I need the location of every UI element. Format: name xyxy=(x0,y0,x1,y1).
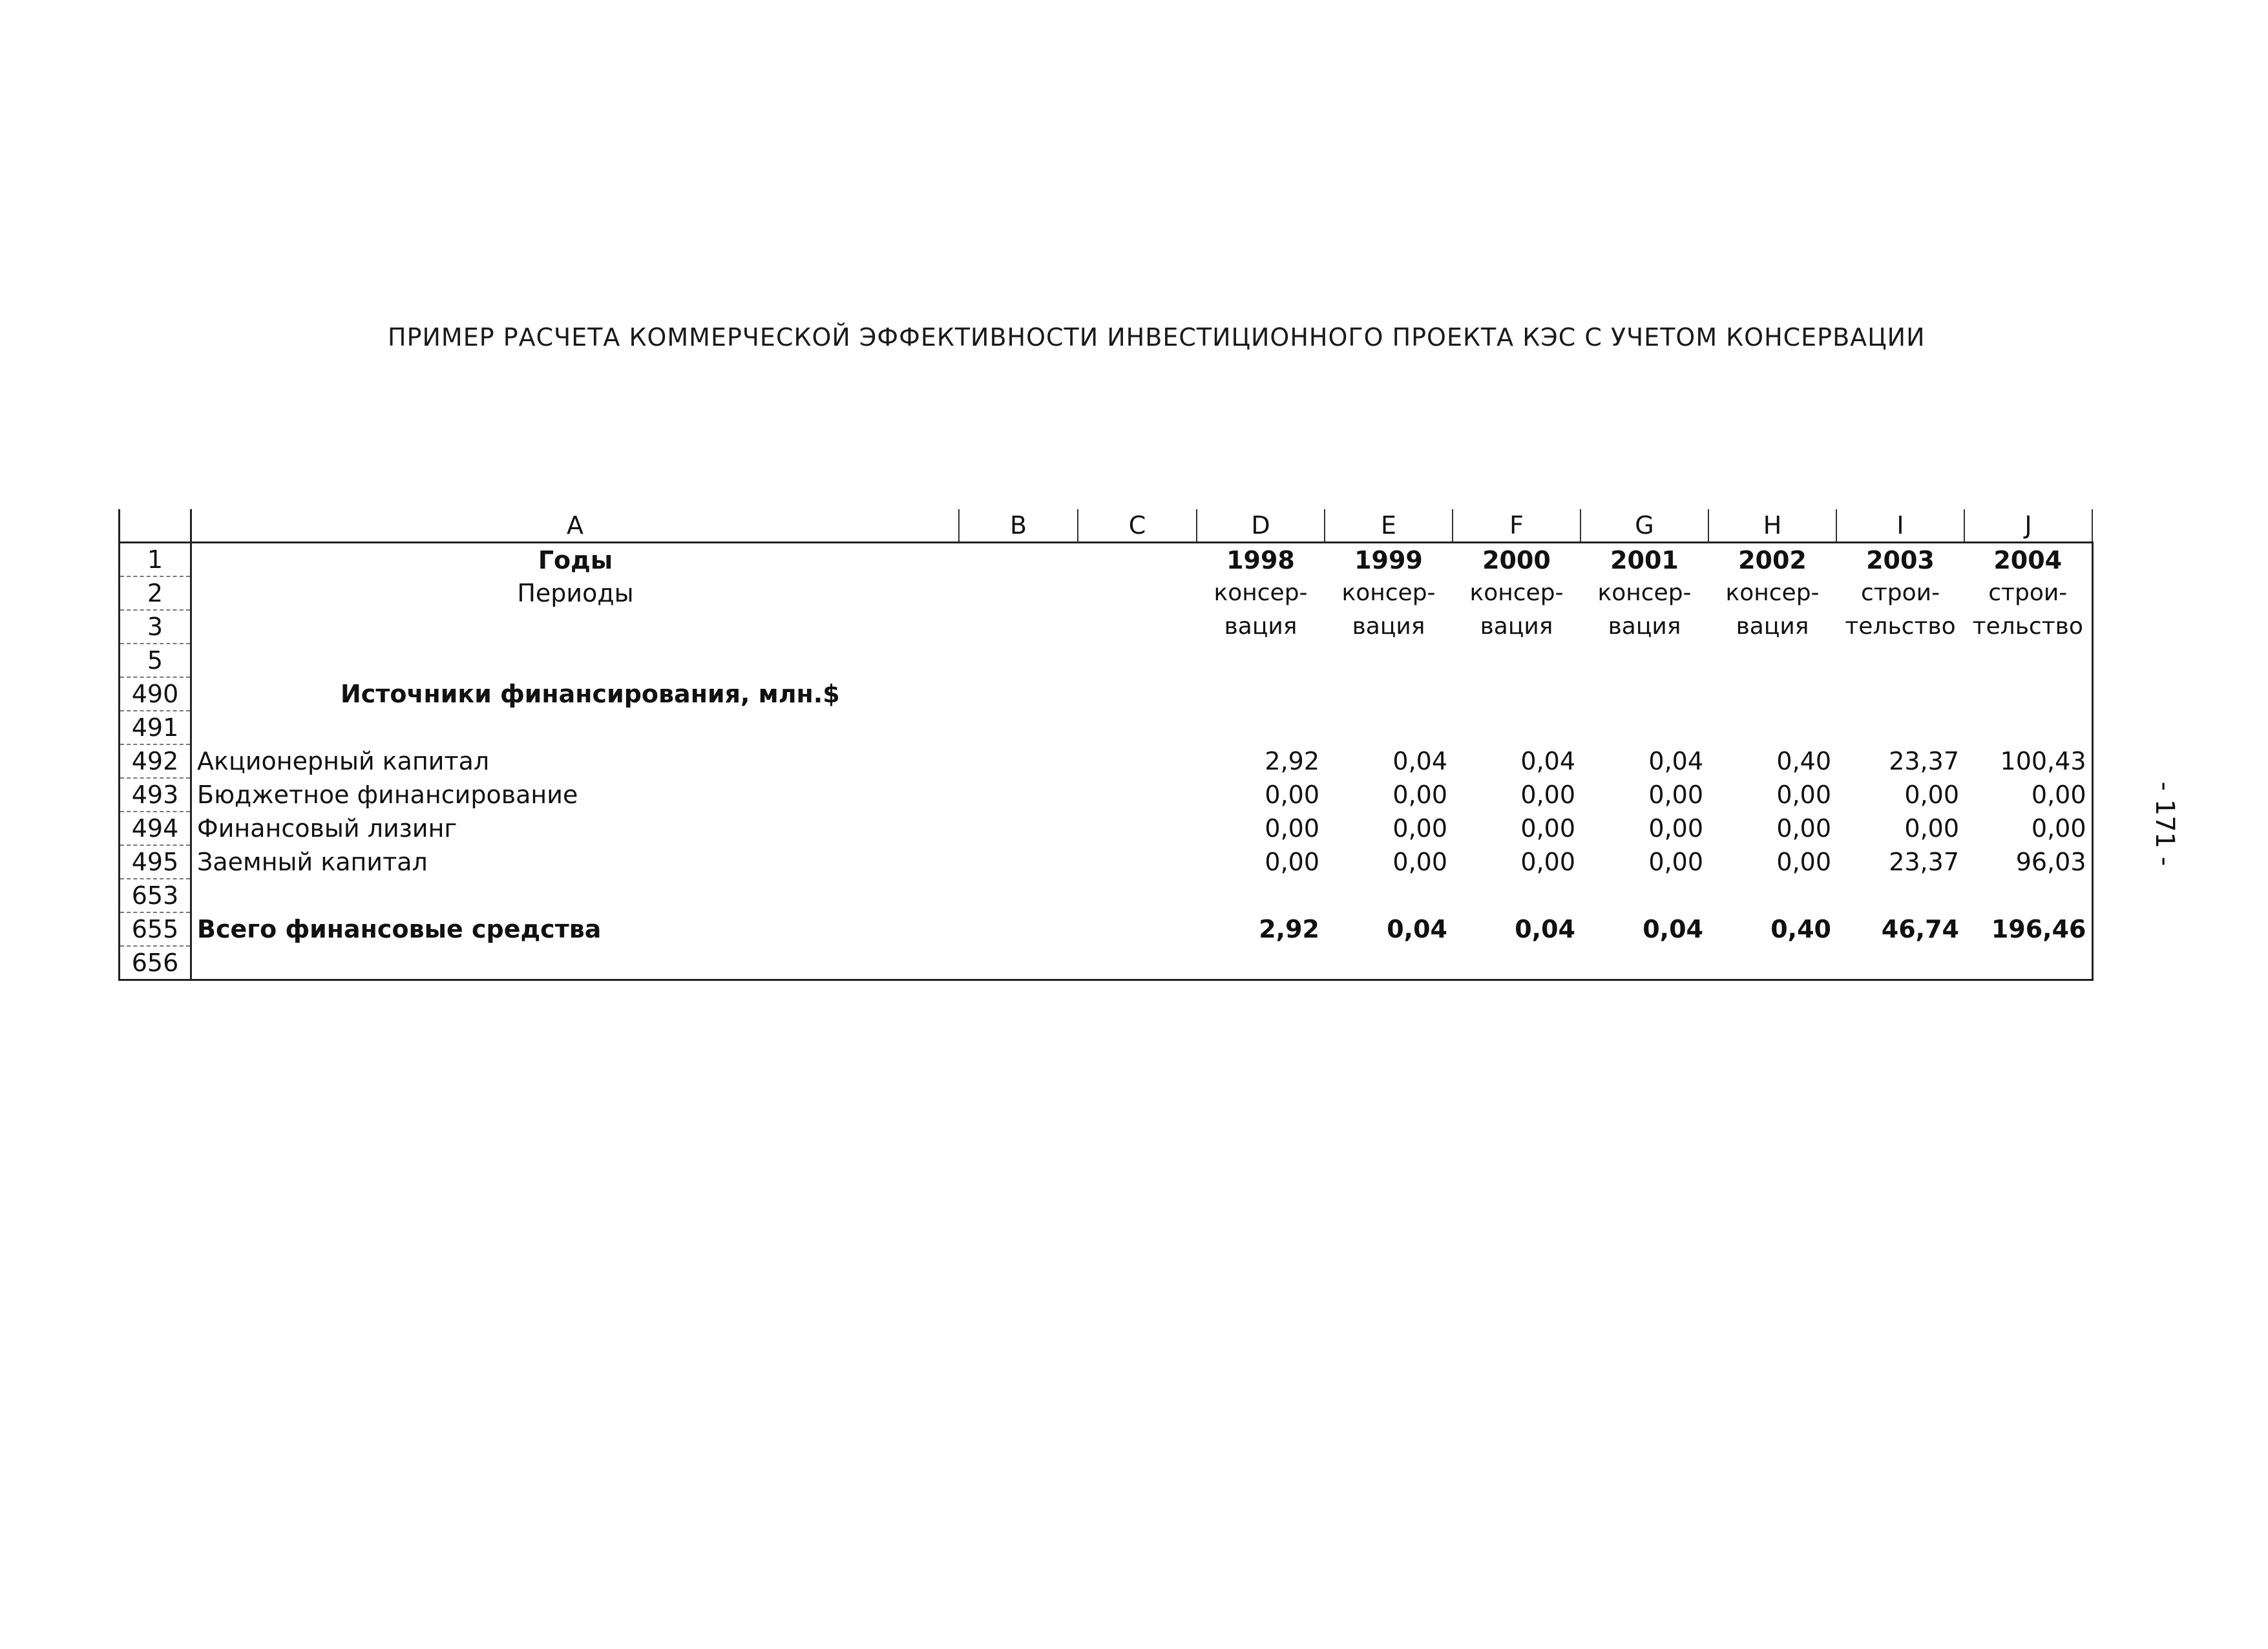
table-row xyxy=(120,644,2093,677)
period-cell: тельство xyxy=(1964,610,2092,644)
page-title: ПРИМЕР РАСЧЕТА КОММЕРЧЕСКОЙ ЭФФЕКТИВНОСТИ ИНВЕСТИЦИОННОГО ПРОЕКТА КЭС С УЧЕТОМ КОНСЕРВАЦИИ xyxy=(388,323,1926,352)
value-cell[interactable]: 0,00 xyxy=(1520,848,1575,876)
year-cell: 2001 xyxy=(1610,545,1679,574)
row-label[interactable]: Заемный капитал xyxy=(197,848,428,876)
total-value-cell[interactable]: 0,04 xyxy=(1387,915,1447,943)
value-cell[interactable]: 0,00 xyxy=(1392,848,1447,876)
row-number[interactable]: 495 xyxy=(120,845,191,879)
value-cell[interactable]: 0,00 xyxy=(1265,848,1319,876)
period-cell: вация xyxy=(1480,613,1553,640)
year-cell: 2004 xyxy=(1964,543,2092,577)
row-number[interactable]: 492 xyxy=(120,744,191,778)
value-cell[interactable]: 23,37 xyxy=(1889,848,1959,876)
row-number[interactable]: 491 xyxy=(120,711,191,744)
value-cell[interactable]: 23,37 xyxy=(1889,747,1959,775)
corner-cell xyxy=(120,509,191,543)
value-cell[interactable]: 0,04 xyxy=(1520,747,1575,775)
periods-label: Периоды xyxy=(517,579,634,607)
year-cell: 2002 xyxy=(1738,545,1807,574)
table-row xyxy=(120,744,2093,778)
value-cell[interactable]: 0,00 xyxy=(1648,814,1703,843)
table-row xyxy=(120,879,2093,912)
table-row xyxy=(120,812,2093,845)
table-row xyxy=(120,778,2093,812)
section-title: Источники финансирования, млн.$ xyxy=(341,680,840,708)
value-cell[interactable]: 0,00 xyxy=(1776,848,1831,876)
year-cell: 1998 xyxy=(1226,545,1295,574)
column-header-e[interactable]: E xyxy=(1325,509,1453,543)
spreadsheet-table xyxy=(118,509,2094,981)
column-header-d[interactable]: D xyxy=(1197,509,1325,543)
row-number[interactable]: 494 xyxy=(120,812,191,845)
row-number[interactable]: 490 xyxy=(120,677,191,711)
total-value-cell[interactable]: 0,04 xyxy=(1515,915,1575,943)
total-value-cell[interactable]: 2,92 xyxy=(1259,915,1319,943)
year-cell: 2003 xyxy=(1866,545,1935,574)
value-cell[interactable]: 96,03 xyxy=(1964,845,2092,879)
value-cell[interactable]: 0,04 xyxy=(1392,747,1447,775)
total-value-cell[interactable]: 0,40 xyxy=(1770,915,1831,943)
table-row xyxy=(120,845,2093,879)
row-label[interactable]: Акционерный капитал xyxy=(197,747,490,775)
row-number[interactable]: 653 xyxy=(120,879,191,912)
period-cell: консер- xyxy=(1597,580,1692,606)
column-header-j[interactable]: J xyxy=(1964,509,2092,543)
years-label: Годы xyxy=(538,545,613,574)
page-number: - 171 - xyxy=(2150,781,2179,867)
table-row xyxy=(120,543,2093,577)
period-cell: консер- xyxy=(1213,580,1308,606)
value-cell[interactable]: 0,00 xyxy=(1392,814,1447,843)
row-number[interactable]: 655 xyxy=(120,912,191,946)
period-cell: консер- xyxy=(1469,580,1564,606)
column-header-g[interactable]: G xyxy=(1580,509,1708,543)
period-cell: тельство xyxy=(1845,613,1956,640)
value-cell[interactable]: 2,92 xyxy=(1265,747,1319,775)
value-cell[interactable]: 0,00 xyxy=(1904,814,1959,843)
table-row xyxy=(120,946,2093,980)
value-cell[interactable]: 0,00 xyxy=(1648,781,1703,809)
value-cell[interactable]: 0,00 xyxy=(1520,781,1575,809)
row-label[interactable]: Финансовый лизинг xyxy=(197,814,457,843)
column-header-c[interactable]: C xyxy=(1078,509,1197,543)
period-cell: вация xyxy=(1224,613,1297,640)
year-cell: 2000 xyxy=(1482,545,1551,574)
table-row xyxy=(120,677,2093,711)
row-number[interactable]: 493 xyxy=(120,778,191,812)
table-row xyxy=(120,912,2093,946)
row-number[interactable]: 2 xyxy=(120,576,191,610)
value-cell[interactable]: 100,43 xyxy=(1964,744,2092,778)
value-cell[interactable]: 0,04 xyxy=(1648,747,1703,775)
period-cell: консер- xyxy=(1341,580,1436,606)
column-header-b[interactable]: B xyxy=(959,509,1078,543)
value-cell[interactable]: 0,00 xyxy=(1776,781,1831,809)
row-number[interactable]: 656 xyxy=(120,946,191,980)
value-cell[interactable]: 0,00 xyxy=(1776,814,1831,843)
value-cell[interactable]: 0,00 xyxy=(1964,778,2092,812)
column-header-i[interactable]: I xyxy=(1836,509,1964,543)
value-cell[interactable]: 0,40 xyxy=(1776,747,1831,775)
row-label[interactable]: Бюджетное финансирование xyxy=(197,781,578,809)
period-cell: консер- xyxy=(1725,580,1820,606)
value-cell[interactable]: 0,00 xyxy=(1265,781,1319,809)
total-value-cell[interactable]: 196,46 xyxy=(1964,912,2092,946)
column-header-h[interactable]: H xyxy=(1708,509,1836,543)
period-cell: вация xyxy=(1736,613,1809,640)
period-cell: вация xyxy=(1352,613,1425,640)
row-number[interactable]: 3 xyxy=(120,610,191,644)
table-row xyxy=(120,610,2093,644)
period-cell: вация xyxy=(1608,613,1681,640)
table-row xyxy=(120,576,2093,610)
year-cell: 1999 xyxy=(1354,545,1423,574)
value-cell[interactable]: 0,00 xyxy=(1520,814,1575,843)
period-cell: строи- xyxy=(1860,580,1940,606)
value-cell[interactable]: 0,00 xyxy=(1265,814,1319,843)
value-cell[interactable]: 0,00 xyxy=(1392,781,1447,809)
row-number[interactable]: 5 xyxy=(120,644,191,677)
column-header-a[interactable]: A xyxy=(191,509,960,543)
value-cell[interactable]: 0,00 xyxy=(1648,848,1703,876)
column-header-f[interactable]: F xyxy=(1453,509,1580,543)
table-row xyxy=(120,711,2093,744)
column-header-row xyxy=(120,509,2093,543)
period-cell: строи- xyxy=(1964,576,2092,610)
row-number[interactable]: 1 xyxy=(120,543,191,577)
total-label[interactable]: Всего финансовые средства xyxy=(197,915,602,943)
value-cell[interactable]: 0,00 xyxy=(1904,781,1959,809)
value-cell[interactable]: 0,00 xyxy=(1964,812,2092,845)
total-value-cell[interactable]: 46,74 xyxy=(1881,915,1959,943)
total-value-cell[interactable]: 0,04 xyxy=(1643,915,1703,943)
